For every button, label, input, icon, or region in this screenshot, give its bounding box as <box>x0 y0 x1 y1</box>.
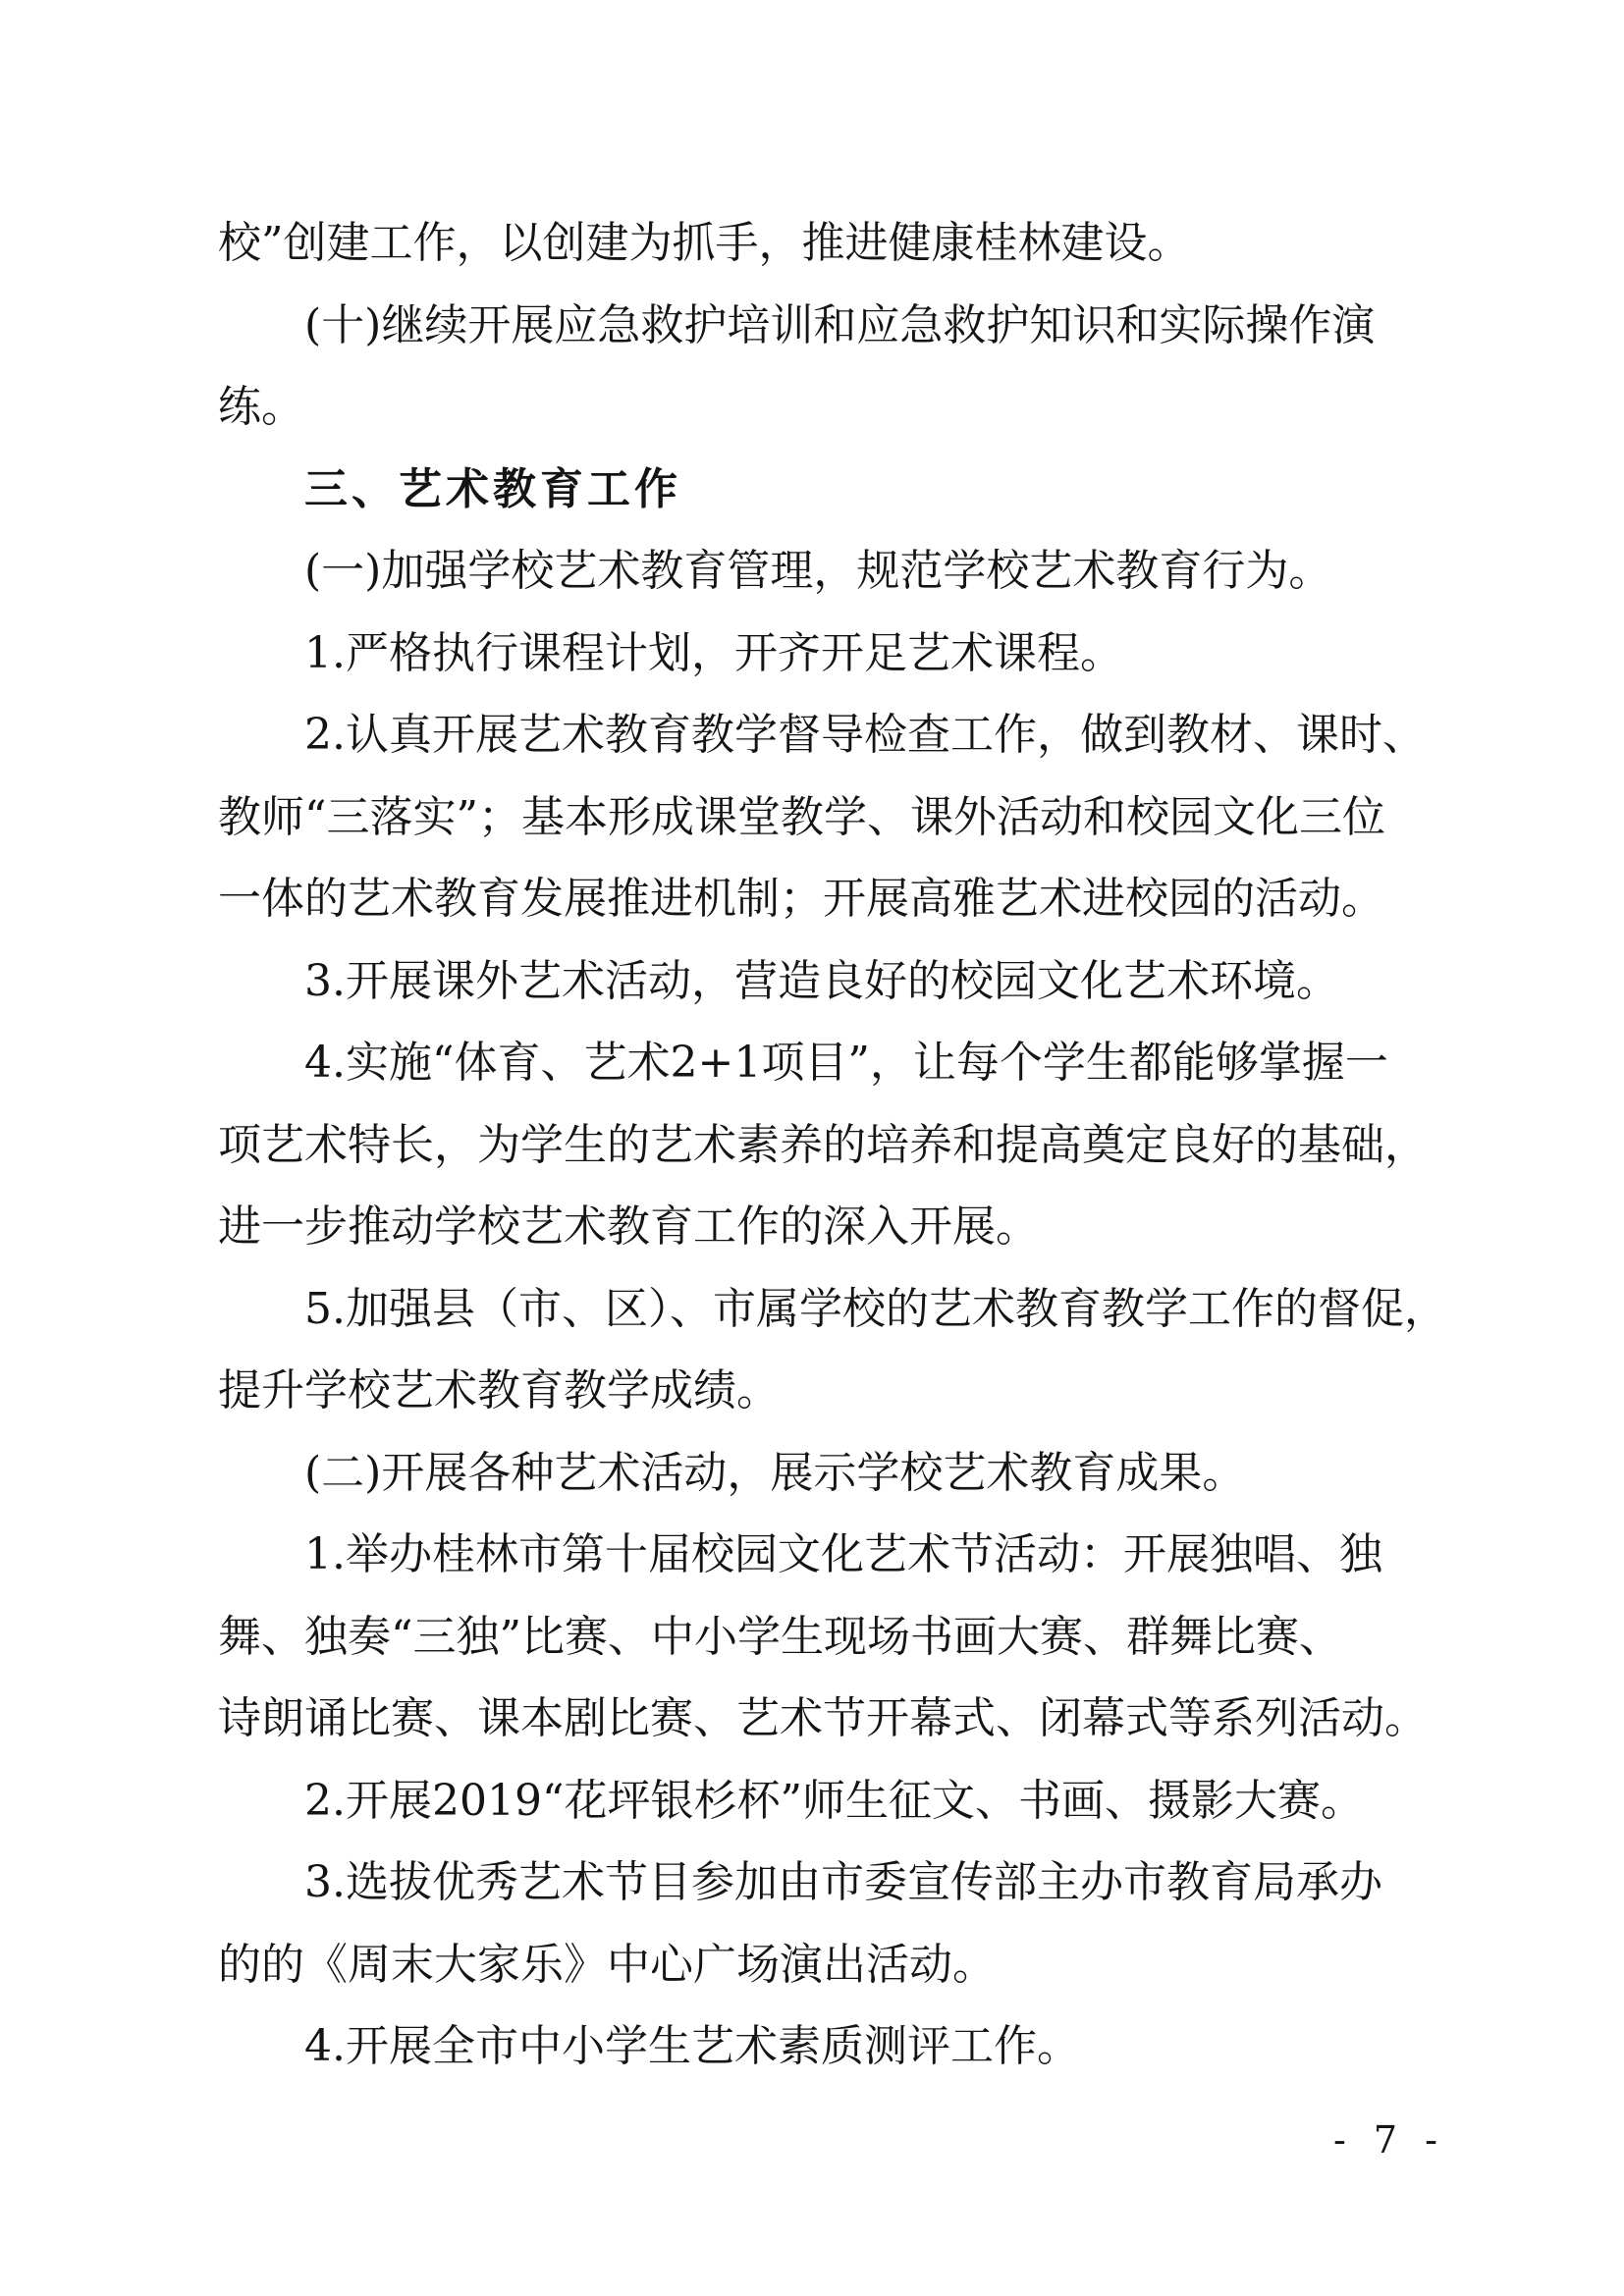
text-line: 1.举办桂林市第十届校园文化艺术节活动：开展独唱、独 <box>304 1529 1382 1579</box>
text-line: 的的《周末大家乐》中心广场演出活动。 <box>218 1939 996 1990</box>
text-line: 3.选拔优秀艺术节目参加由市委宣传部主办市教育局承办 <box>304 1857 1382 1907</box>
text-line: 教师“三落实”；基本形成课堂教学、课外活动和校园文化三位 <box>218 791 1385 842</box>
document-body <box>218 202 1471 2088</box>
text-line: 2.开展2019“花坪银杉杯”师生征文、书画、摄影大赛。 <box>304 1775 1364 1826</box>
text-line: 3.开展课外艺术活动，营造良好的校园文化艺术环境。 <box>304 955 1339 1006</box>
text-line: 2.认真开展艺术教育教学督导检查工作，做到教材、课时、 <box>304 710 1426 760</box>
text-line: 一体的艺术教育发展推进机制；开展高雅艺术进校园的活动。 <box>218 874 1384 924</box>
text-line: 练。 <box>218 382 304 432</box>
text-line: 舞、独奏“三独”比赛、中小学生现场书画大赛、群舞比赛、 <box>218 1611 1342 1662</box>
text-line: (一)加强学校艺术教育管理，规范学校艺术教育行为。 <box>304 546 1332 596</box>
text-line: 校”创建工作，以创建为抓手，推进健康桂林建设。 <box>218 218 1191 268</box>
text-line: 提升学校艺术教育教学成绩。 <box>218 1365 780 1415</box>
text-line: 5.加强县（市、区）、市属学校的艺术教育教学工作的督促， <box>304 1283 1447 1334</box>
text-line: (二)开展各种艺术活动，展示学校艺术教育成果。 <box>304 1447 1246 1498</box>
text-line: (十)继续开展应急救护培训和应急救护知识和实际操作演 <box>304 299 1376 350</box>
section-heading: 三、艺术教育工作 <box>304 463 681 514</box>
text-line: 进一步推动学校艺术教育工作的深入开展。 <box>218 1201 1039 1252</box>
text-line: 1.严格执行课程计划，开齐开足艺术课程。 <box>304 627 1123 678</box>
text-line: 4.实施“体育、艺术2+1项目”，让每个学生都能够掌握一 <box>304 1038 1388 1088</box>
text-line: 诗朗诵比赛、课本剧比赛、艺术节开幕式、闭幕式等系列活动。 <box>218 1693 1428 1743</box>
text-line: 4.开展全市中小学生艺术素质测评工作。 <box>304 2021 1080 2071</box>
text-line: 项艺术特长，为学生的艺术素养的培养和提高奠定良好的基础， <box>218 1119 1428 1170</box>
page-number: - 7 - <box>1333 2118 1446 2162</box>
